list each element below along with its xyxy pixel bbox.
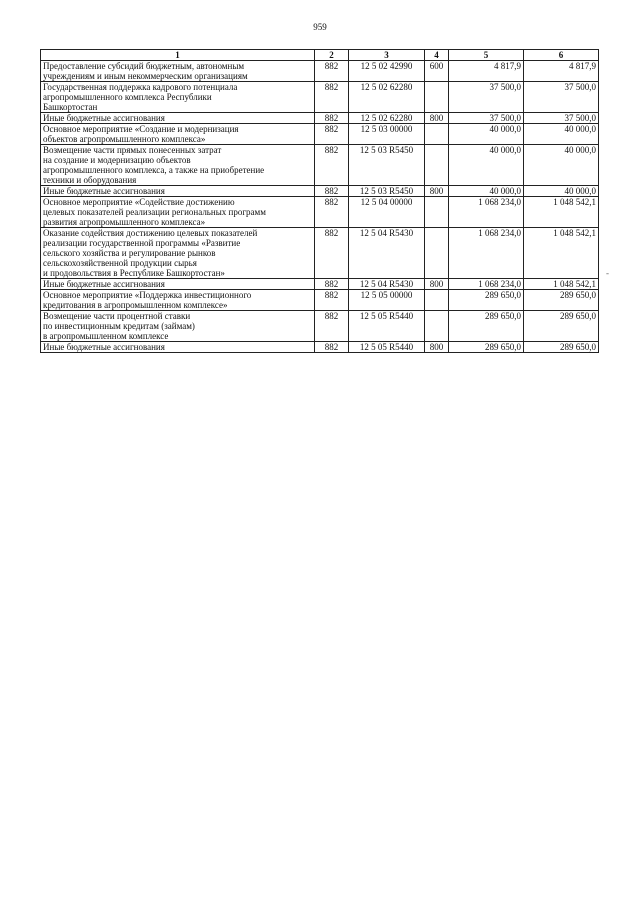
header-col-4: 4 (425, 50, 449, 61)
row-name-line: Предоставление субсидий бюджетным, автономным (43, 61, 245, 71)
row-amount-year1: 37 500,0 (449, 82, 524, 113)
table-row (41, 145, 599, 186)
row-name-line: по инвестиционным кредитам (займам) (43, 321, 195, 331)
row-name-line: кредитования в агропромышленном комплексе» (43, 300, 228, 310)
row-name-line: Государственная поддержка кадрового потенциала (43, 82, 238, 92)
header-col-6: 6 (524, 50, 599, 61)
row-ministry-code: 882 (315, 228, 349, 279)
table-row (41, 279, 599, 290)
row-amount-year2: 1 048 542,1 (524, 228, 599, 279)
row-amount-year2: 40 000,0 (524, 145, 599, 186)
row-target-code: 12 5 04 00000 (349, 197, 425, 228)
row-name-line: Основное мероприятие «Создание и модернизация (43, 124, 239, 134)
row-name-line: развития агропромышленного комплекса» (43, 217, 206, 227)
row-name-line: учреждениям и иным некоммерческим организациям (43, 71, 248, 81)
row-expense-type (425, 197, 449, 228)
table-row (41, 113, 599, 124)
row-name-line: Иные бюджетные ассигнования (43, 279, 165, 289)
row-ministry-code: 882 (315, 186, 349, 197)
row-name (41, 145, 315, 186)
row-amount-year1: 40 000,0 (449, 145, 524, 186)
page-number: 959 (313, 22, 327, 32)
row-name-line: Возмещение части процентной ставки (43, 311, 191, 321)
row-name (41, 186, 315, 197)
row-name-line: Иные бюджетные ассигнования (43, 342, 165, 352)
row-name (41, 342, 315, 353)
row-expense-type: 800 (425, 186, 449, 197)
table-row (41, 186, 599, 197)
row-target-code: 12 5 03 R5450 (349, 186, 425, 197)
row-name-line: агропромышленного комплекса Республики (43, 92, 212, 102)
row-target-code: 12 5 05 00000 (349, 290, 425, 311)
table-row (41, 82, 599, 113)
row-expense-type: 800 (425, 342, 449, 353)
row-name (41, 197, 315, 228)
row-amount-year2: 4 817,9 (524, 61, 599, 82)
table-row (41, 311, 599, 342)
row-amount-year2: 37 500,0 (524, 82, 599, 113)
row-amount-year1: 4 817,9 (449, 61, 524, 82)
row-amount-year2: 289 650,0 (524, 290, 599, 311)
row-amount-year2: 40 000,0 (524, 186, 599, 197)
row-target-code: 12 5 02 62280 (349, 82, 425, 113)
row-amount-year1: 289 650,0 (449, 342, 524, 353)
table-row (41, 228, 599, 279)
row-name-line: Возмещение части прямых понесенных затрат (43, 145, 222, 155)
row-name-line: Основное мероприятие «Содействие достижению (43, 197, 235, 207)
row-target-code: 12 5 04 R5430 (349, 279, 425, 290)
row-amount-year1: 1 068 234,0 (449, 228, 524, 279)
row-ministry-code: 882 (315, 279, 349, 290)
table-header (41, 50, 599, 61)
row-target-code: 12 5 03 00000 (349, 124, 425, 145)
row-expense-type: 800 (425, 279, 449, 290)
header-col-5: 5 (449, 50, 524, 61)
row-amount-year2: 1 048 542,1 (524, 279, 599, 290)
row-ministry-code: 882 (315, 311, 349, 342)
table-row (41, 61, 599, 82)
row-name-line: агропромышленного комплекса, а также на приобретение (43, 165, 265, 175)
row-target-code: 12 5 04 R5430 (349, 228, 425, 279)
row-target-code: 12 5 03 R5450 (349, 145, 425, 186)
row-name (41, 124, 315, 145)
row-amount-year2: 37 500,0 (524, 113, 599, 124)
row-amount-year1: 40 000,0 (449, 124, 524, 145)
row-name-line: сельского хозяйства и регулирование рынков (43, 248, 216, 258)
row-amount-year2: 289 650,0 (524, 342, 599, 353)
row-expense-type: 800 (425, 113, 449, 124)
margin-mark: - (606, 268, 609, 278)
row-name-line: Основное мероприятие «Поддержка инвестиционного (43, 290, 252, 300)
row-name (41, 82, 315, 113)
row-name (41, 228, 315, 279)
row-name-line: Иные бюджетные ассигнования (43, 113, 165, 123)
row-ministry-code: 882 (315, 145, 349, 186)
row-expense-type (425, 145, 449, 186)
table-row (41, 197, 599, 228)
header-col-2: 2 (315, 50, 349, 61)
row-ministry-code: 882 (315, 82, 349, 113)
row-name-line: и продовольствия в Республике Башкортостан» (43, 268, 225, 278)
row-target-code: 12 5 05 R5440 (349, 311, 425, 342)
row-amount-year2: 1 048 542,1 (524, 197, 599, 228)
row-name-line: Башкортостан (43, 102, 98, 112)
row-amount-year2: 289 650,0 (524, 311, 599, 342)
row-ministry-code: 882 (315, 290, 349, 311)
row-target-code: 12 5 05 R5440 (349, 342, 425, 353)
row-expense-type (425, 82, 449, 113)
header-col-3: 3 (349, 50, 425, 61)
row-name-line: техники и оборудования (43, 175, 137, 185)
row-ministry-code: 882 (315, 113, 349, 124)
row-expense-type (425, 228, 449, 279)
row-name (41, 113, 315, 124)
row-amount-year1: 289 650,0 (449, 311, 524, 342)
row-expense-type (425, 290, 449, 311)
row-name (41, 61, 315, 82)
row-ministry-code: 882 (315, 197, 349, 228)
row-ministry-code: 882 (315, 124, 349, 145)
row-ministry-code: 882 (315, 61, 349, 82)
row-name-line: сельскохозяйственной продукции сырья (43, 258, 197, 268)
row-name-line: реализации государственной программы «Развитие (43, 238, 241, 248)
row-name-line: на создание и модернизацию объектов (43, 155, 191, 165)
row-target-code: 12 5 02 62280 (349, 113, 425, 124)
row-name-line: объектов агропромышленного комплекса» (43, 134, 206, 144)
table-body (41, 61, 599, 353)
row-name (41, 311, 315, 342)
row-amount-year1: 289 650,0 (449, 290, 524, 311)
row-expense-type (425, 124, 449, 145)
table-row (41, 290, 599, 311)
row-name (41, 290, 315, 311)
row-expense-type: 600 (425, 61, 449, 82)
row-amount-year1: 37 500,0 (449, 113, 524, 124)
row-name-line: целевых показателей реализации региональных программ (43, 207, 266, 217)
table-row (41, 342, 599, 353)
row-name (41, 279, 315, 290)
budget-table (40, 49, 599, 353)
row-expense-type (425, 311, 449, 342)
row-amount-year1: 40 000,0 (449, 186, 524, 197)
row-name-line: Иные бюджетные ассигнования (43, 186, 165, 196)
row-name-line: Оказание содействия достижению целевых показателей (43, 228, 258, 238)
header-col-1: 1 (41, 50, 315, 61)
row-amount-year1: 1 068 234,0 (449, 279, 524, 290)
header-row (41, 50, 599, 61)
table-row (41, 124, 599, 145)
row-target-code: 12 5 02 42990 (349, 61, 425, 82)
row-ministry-code: 882 (315, 342, 349, 353)
row-name-line: в агропромышленном комплексе (43, 331, 169, 341)
row-amount-year1: 1 068 234,0 (449, 197, 524, 228)
row-amount-year2: 40 000,0 (524, 124, 599, 145)
